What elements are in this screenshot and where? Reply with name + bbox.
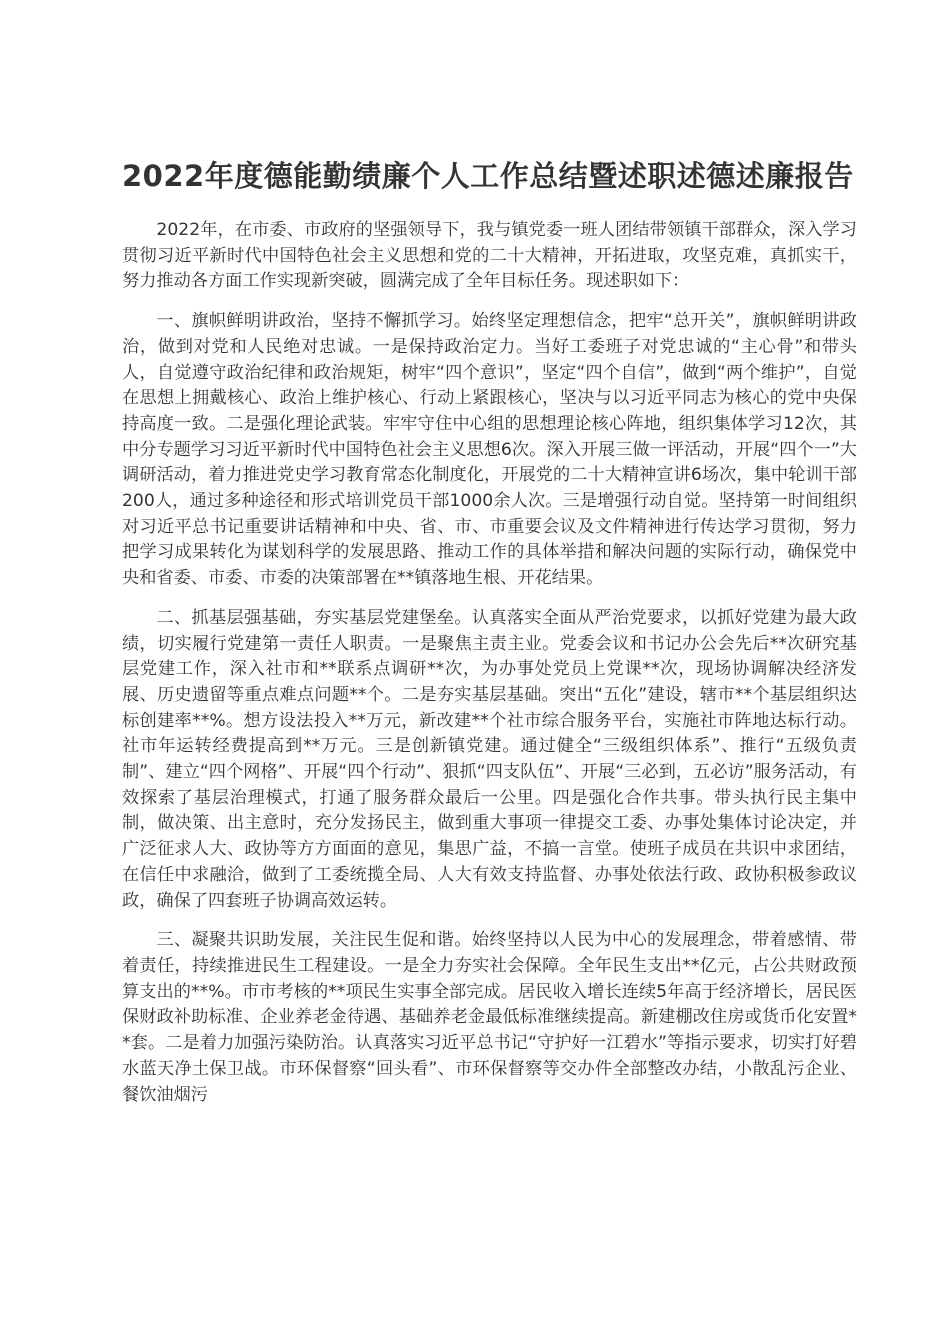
paragraph-section-3: 三、凝聚共识助发展，关注民生促和谐。始终坚持以人民为中心的发展理念，带着感情、带着责任，持续推进民生工程建设。一是全力夯实社会保障。全年民生支出**亿元，占公共财政预算支出的**%。市市考核的**项民生实事全部完成。居民收入增长连续5年高于经济增长，居民医保财政补助标准、企业养老金待遇、基础养老金最低标准继续提高。新建棚改住房或货币化安置**套。二是着力加强污染防治。认真落实习近平总书记“守护好一江碧水”等指示要求，切实打好碧水蓝天净土保卫战。市环保督察“回头看”、市环保督察等交办件全部整改办结，小散乱污企业、餐饮油烟污 [122,930,857,1105]
document-title: 2022年度德能勤绩廉个人工作总结暨述职述德述廉报告 [122,159,854,193]
paragraph-section-2: 二、抓基层强基础，夯实基层党建堡垒。认真落实全面从严治党要求，以抓好党建为最大政绩，切实履行党建第一责任人职责。一是聚焦主责主业。党委会议和书记办公会先后**次研究基层党建工作，深入社市和**联系点调研**次，为办事处党员上党课**次，现场协调解决经济发展、历史遗留等重点难点问题**个。二是夯实基层基础。突出“五化”建设，辖市**个基层组织达标创建率**%。想方设法投入**万元，新改建**个社市综合服务平台，实施社市阵地达标行动。社市年运转经费提高到**万元。三是创新镇党建。通过健全“三级组织体系”、推行“五级负责制”、建立“四个网格”、开展“四个行动”、狠抓“四支队伍”、开展“三必到，五必访”服务活动，有效探索了基层治理模式，打通了服务群众最后一公里。四是强化合作共事。带头执行民主集中制，做决策、出主意时，充分发扬民主，做到重大事项一律提交工委、办事处集体讨论决定，并广泛征求人大、政协等方方面面的意见，集思广益，不搞一言堂。使班子成员在共识中求团结，在信任中求融洽，做到了工委统揽全局、人大有效支持监督、办事处依法行政、政协积极参政议政，确保了四套班子协调高效运转。 [122,607,857,911]
document-page [122,152,857,1122]
paragraph-section-1: 一、旗帜鲜明讲政治，坚持不懈抓学习。始终坚定理想信念，把牢“总开关”，旗帜鲜明讲政治，做到对党和人民绝对忠诚。一是保持政治定力。当好工委班子对党忠诚的“主心骨”和带头人，自觉遵守政治纪律和政治规矩，树牢“四个意识”，坚定“四个自信”，做到“两个维护”，自觉在思想上拥戴核心、政治上维护核心、行动上紧跟核心，坚决与以习近平同志为核心的党中央保持高度一致。二是强化理论武装。牢牢守住中心组的思想理论核心阵地，组织集体学习12次，其中分专题学习习近平新时代中国特色社会主义思想6次。深入开展三做一评活动，开展“四个一”大调研活动，着力推进党史学习教育常态化制度化，开展党的二十大精神宣讲6场次，集中轮训干部200人，通过多种途径和形式培训党员干部1000余人次。三是增强行动自觉。坚持第一时间组织对习近平总书记重要讲话精神和中央、省、市、市重要会议及文件精神进行传达学习贯彻，努力把学习成果转化为谋划科学的发展思路、推动工作的具体举措和解决问题的实际行动，确保党中央和省委、市委、市委的决策部署在**镇落地生根、开花结果。 [122,311,857,589]
paragraph-intro: 2022年，在市委、市政府的坚强领导下，我与镇党委一班人团结带领镇干部群众，深入学习贯彻习近平新时代中国特色社会主义思想和党的二十大精神，开拓进取，攻坚克难，真抓实干，努力推动各方面工作实现新突破，圆满完成了全年目标任务。现述职如下： [122,220,857,292]
